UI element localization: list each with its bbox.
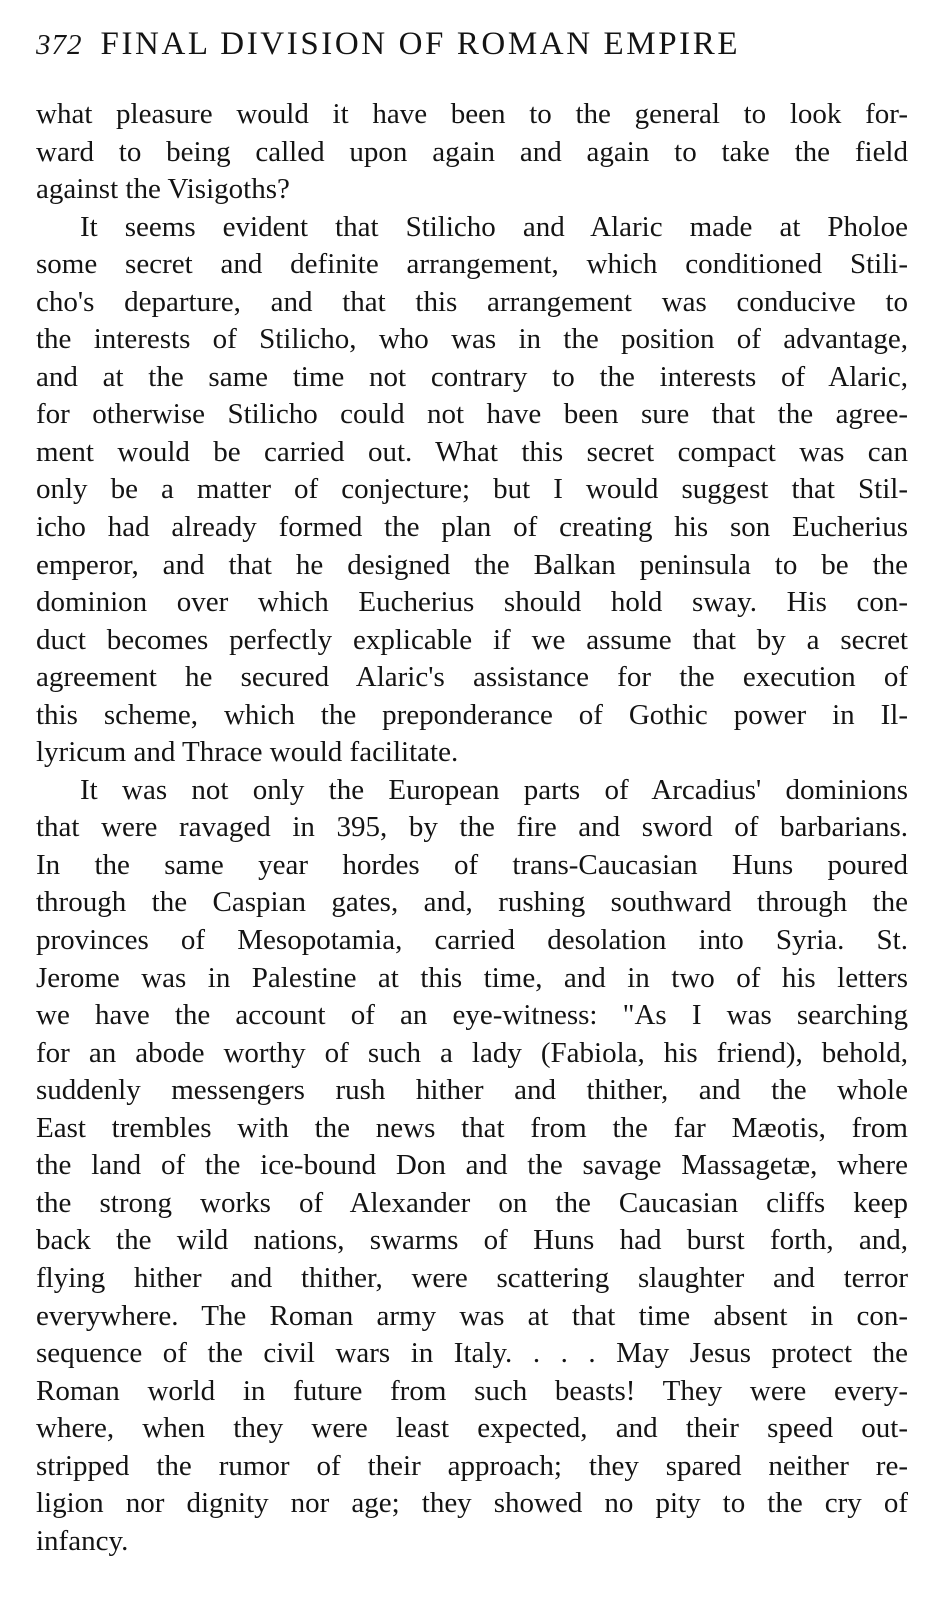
text-line: that were ravaged in 395, by the fire and sword of barbarians.	[36, 811, 908, 844]
text-line: provinces of Mesopotamia, carried desolation into Syria. St.	[36, 924, 908, 957]
text-line: only be a matter of conjecture; but I would suggest that Stil-	[36, 473, 908, 506]
text-line: ward to being called upon again and again to take the field	[36, 135, 908, 168]
text-line: for an abode worthy of such a lady (Fabiola, his friend), behold,	[36, 1036, 908, 1069]
text-line: we have the account of an eye-witness: "As I was searching	[36, 999, 908, 1032]
text-line: the land of the ice-bound Don and the savage Massagetæ, where	[36, 1149, 908, 1182]
text-line: this scheme, which the preponderance of Gothic power in Il-	[36, 698, 908, 731]
paragraph-first-line: It was not only the European parts of Arcadius' dominions	[80, 773, 908, 806]
text-line: dominion over which Eucherius should hold sway. His con-	[36, 586, 908, 619]
text-line: Roman world in future from such beasts! They were every-	[36, 1374, 908, 1407]
running-head	[36, 26, 906, 74]
text-line: through the Caspian gates, and, rushing southward through the	[36, 886, 908, 919]
text-line: duct becomes perfectly explicable if we assume that by a secret	[36, 623, 908, 656]
text-line: cho's departure, and that this arrangement was conducive to	[36, 285, 908, 318]
text-line: stripped the rumor of their approach; they spared neither re-	[36, 1449, 908, 1482]
text-line: some secret and definite arrangement, which conditioned Stili-	[36, 248, 908, 281]
text-line: flying hither and thither, were scattering slaughter and terror	[36, 1261, 908, 1294]
text-line: back the wild nations, swarms of Huns had burst forth, and,	[36, 1224, 908, 1257]
body-text	[36, 96, 908, 1560]
page-number: 372	[36, 29, 83, 61]
running-title: FINAL DIVISION OF ROMAN EMPIRE	[100, 26, 741, 62]
text-line: what pleasure would it have been to the general to look for-	[36, 98, 908, 130]
text-line: everywhere. The Roman army was at that time absent in con-	[36, 1299, 908, 1332]
text-line: icho had already formed the plan of creating his son Eucherius	[36, 511, 908, 544]
text-line: where, when they were least expected, and their speed out-	[36, 1412, 908, 1445]
text-line: In the same year hordes of trans-Caucasian Huns poured	[36, 848, 908, 881]
text-line: the interests of Stilicho, who was in the position of advantage,	[36, 323, 908, 356]
text-line: infancy.	[36, 1524, 129, 1557]
text-line: suddenly messengers rush hither and thither, and the whole	[36, 1074, 908, 1107]
text-line: sequence of the civil wars in Italy. . . . May Jesus protect the	[36, 1337, 908, 1370]
text-line: ment would be carried out. What this secret compact was can	[36, 435, 908, 468]
text-line: and at the same time not contrary to the interests of Alaric,	[36, 360, 908, 393]
text-line: Jerome was in Palestine at this time, and in two of his letters	[36, 961, 908, 994]
text-line: lyricum and Thrace would facilitate.	[36, 736, 459, 769]
text-line: East trembles with the news that from the far Mæotis, from	[36, 1111, 908, 1144]
text-line: ligion nor dignity nor age; they showed no pity to the cry of	[36, 1487, 908, 1520]
text-line: emperor, and that he designed the Balkan peninsula to be the	[36, 548, 908, 581]
text-line: against the Visigoths?	[36, 173, 290, 206]
text-line: the strong works of Alexander on the Caucasian cliffs keep	[36, 1186, 908, 1219]
paragraph-first-line: It seems evident that Stilicho and Alaric made at Pholoe	[80, 210, 908, 243]
text-line: for otherwise Stilicho could not have been sure that the agree-	[36, 398, 908, 431]
text-line: agreement he secured Alaric's assistance for the execution of	[36, 661, 908, 694]
